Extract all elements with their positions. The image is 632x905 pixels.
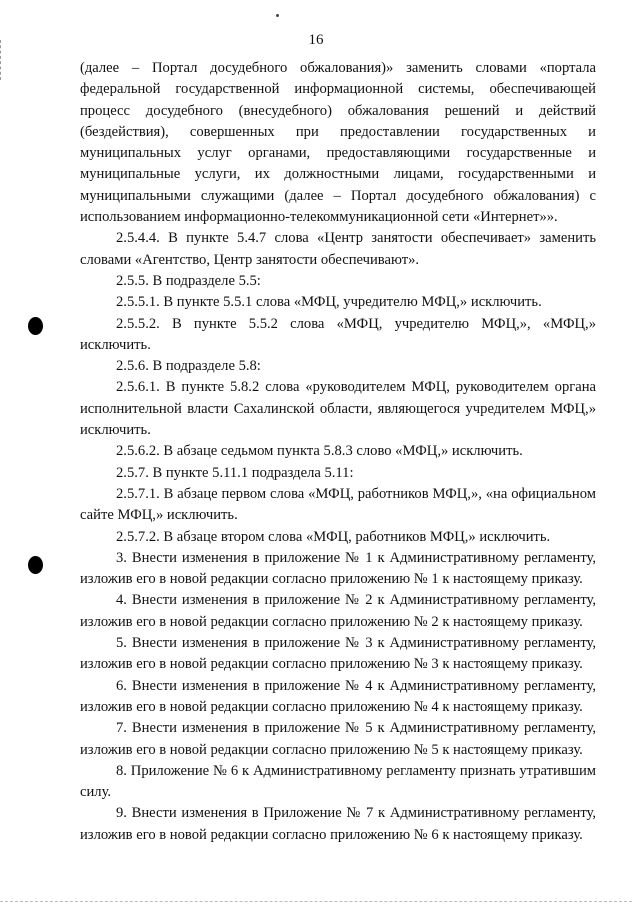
paragraph: 9. Внести изменения в Приложение № 7 к Административному регламенту, изложив его в новой редакции согласно приложению № 6 к настоящему приказу. (80, 805, 596, 843)
paragraph: 2.5.7.2. В абзаце втором слова «МФЦ, работников МФЦ,» исключить. (116, 528, 551, 545)
paragraph: 4. Внести изменения в приложение № 2 к Административному регламенту, изложив его в новой редакции согласно приложению № 2 к настоящему приказу. (80, 592, 596, 630)
paragraph: 5. Внести изменения в приложение № 3 к Административному регламенту, изложив его в новой редакции согласно приложению № 3 к настоящему приказу. (80, 635, 596, 673)
paragraph: 2.5.4.4. В пункте 5.4.7 слова «Центр занятости обеспечивает» заменить словами «Агентство, Центр занятости обеспечивают». (80, 230, 596, 268)
paragraph: (далее – Портал досудебного обжалования)» заменить словами «портала федеральной государственной информационной системы, обеспечивающей процесс досудебного (внесудебного) обжалования решений и действий (бездействия), совершенных при предоставлении государственных и муниципальных услуг органами, предоставляющими государственные и муниципальные услуги, их должностными лицами, государственными и муниципальными служащими (далее – Портал досудебного обжалования) с использованием информационно-телекоммуникационной сети «Интернет»». (80, 60, 596, 226)
paragraph: 2.5.7. В пункте 5.11.1 подраздела 5.11: (116, 464, 354, 481)
paragraph: 3. Внести изменения в приложение № 1 к Административному регламенту, изложив его в новой редакции согласно приложению № 1 к настоящему приказу. (80, 549, 596, 588)
paragraph: 2.5.7.1. В абзаце первом слова «МФЦ, работников МФЦ,», «на официальном сайте МФЦ,» исключить. (80, 485, 596, 524)
punch-hole (28, 556, 43, 574)
document-body (80, 58, 596, 846)
paragraph: 6. Внести изменения в приложение № 4 к Административному регламенту, изложив его в новой редакции согласно приложению № 4 к настоящему приказу. (80, 677, 596, 715)
page-number: 16 (308, 32, 324, 48)
scan-bottom-edge (0, 901, 632, 902)
paragraph: 2.5.6.1. В пункте 5.8.2 слова «руководителем МФЦ, руководителем органа исполнительной власти Сахалинской области, являющегося учредителем МФЦ,» исключить. (80, 379, 596, 439)
punch-hole (28, 317, 43, 335)
paragraph: 2.5.5.2. В пункте 5.5.2 слова «МФЦ, учредителю МФЦ,», «МФЦ,» исключить. (80, 315, 596, 353)
paragraph: 7. Внести изменения в приложение № 5 к Административному регламенту, изложив его в новой редакции согласно приложению № 5 к настоящему приказу. (80, 720, 596, 758)
paragraph: 2.5.6. В подразделе 5.8: (116, 358, 261, 375)
scan-speck (276, 14, 279, 17)
paragraph: 2.5.6.2. В абзаце седьмом пункта 5.8.3 слово «МФЦ,» исключить. (116, 443, 523, 460)
paragraph: 8. Приложение № 6 к Административному регламенту признать утратившим силу. (80, 762, 596, 801)
paragraph: 2.5.5. В подразделе 5.5: (116, 272, 261, 289)
paragraph: 2.5.5.1. В пункте 5.5.1 слова «МФЦ, учредителю МФЦ,» исключить. (116, 294, 542, 311)
